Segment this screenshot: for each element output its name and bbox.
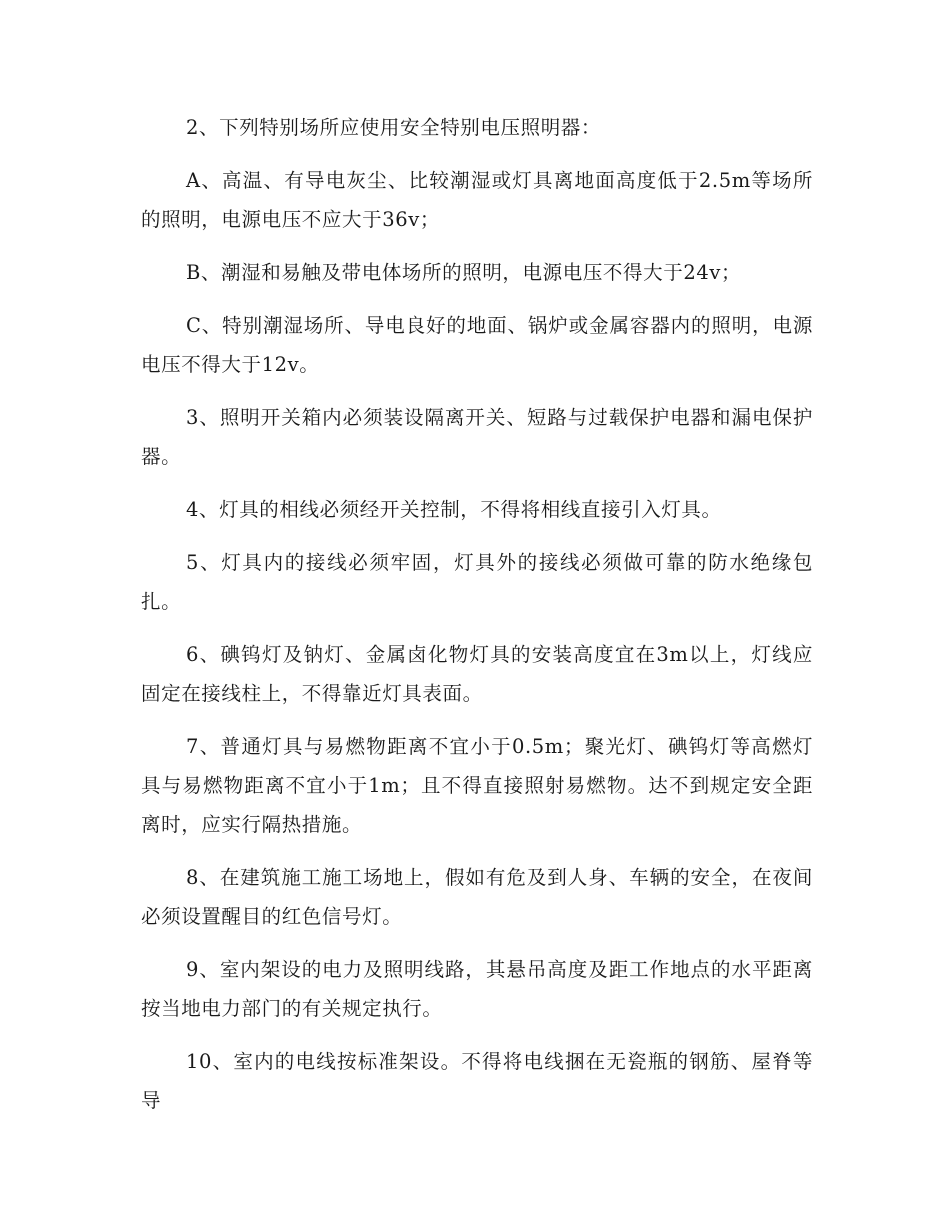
paragraph-item-6: 6、碘钨灯及钠灯、金属卤化物灯具的安装高度宜在3m以上，灯线应固定在接线柱上，不得靠近灯具表面。 [141, 643, 813, 705]
paragraph-item-10: 10、室内的电线按标准架设。不得将电线捆在无瓷瓶的钢筋、屋脊等导 [141, 1050, 813, 1112]
paragraph-item-8: 8、在建筑施工施工场地上，假如有危及到人身、车辆的安全，在夜间必须设置醒目的红色信号灯。 [141, 866, 813, 928]
paragraph-lighting-voltage-intro: 2、下列特别场所应使用安全特别电压照明器： [186, 116, 602, 139]
paragraph-item-5: 5、灯具内的接线必须牢固，灯具外的接线必须做可靠的防水绝缘包扎。 [141, 551, 813, 613]
paragraph-item-3: 3、照明开关箱内必须装设隔离开关、短路与过载保护电器和漏电保护器。 [141, 406, 813, 468]
paragraph-item-9: 9、室内架设的电力及照明线路，其悬吊高度及距工作地点的水平距离按当地电力部门的有关规定执行。 [141, 958, 813, 1020]
paragraph-item-7: 7、普通灯具与易燃物距离不宜小于0.5m；聚光灯、碘钨灯等高燃灯具与易燃物距离不宜小于1m；且不得直接照射易燃物。达不到规定安全距离时，应实行隔热措施。 [141, 735, 813, 836]
paragraph-item-c: C、特别潮湿场所、导电良好的地面、锅炉或金属容器内的照明，电源电压不得大于12v。 [141, 314, 813, 376]
paragraph-item-4: 4、灯具的相线必须经开关控制，不得将相线直接引入灯具。 [186, 498, 722, 521]
paragraph-item-b: B、潮湿和易触及带电体场所的照明，电源电压不得大于24v； [186, 261, 742, 284]
paragraph-item-a: A、高温、有导电灰尘、比较潮湿或灯具离地面高度低于2.5m等场所的照明，电源电压不应大于36v； [141, 169, 813, 231]
document-body [141, 108, 813, 1134]
